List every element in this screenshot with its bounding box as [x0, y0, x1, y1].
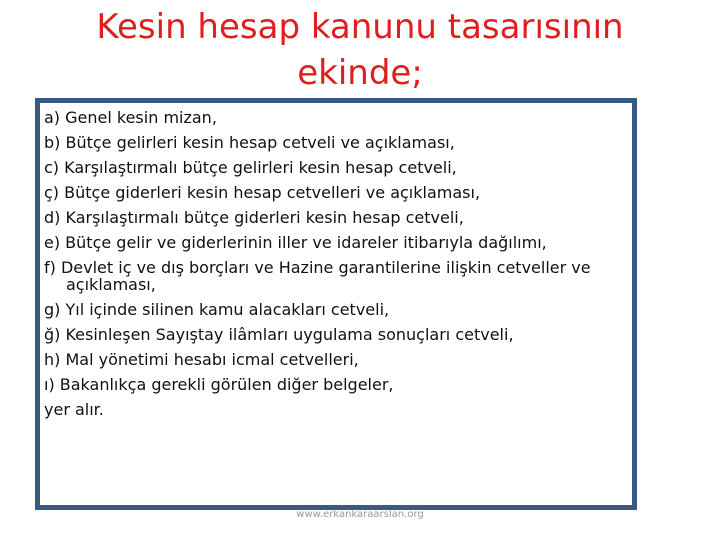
item-list — [44, 105, 634, 422]
list-item: c) Karşılaştırmalı bütçe gelirleri kesin hesap cetveli, — [44, 158, 457, 177]
footer-url: www.erkankaraarslan.org — [296, 509, 424, 520]
list-item: ğ) Kesinleşen Sayıştay ilâmları uygulama sonuçları cetveli, — [44, 325, 514, 344]
slide-title: Kesin hesap kanunu tasarısının ekinde; — [96, 7, 624, 93]
list-item: b) Bütçe gelirleri kesin hesap cetveli ve açıklaması, — [44, 133, 455, 152]
content-box — [35, 98, 637, 510]
list-item: ç) Bütçe giderleri kesin hesap cetvelleri ve açıklaması, — [44, 183, 481, 202]
list-item: e) Bütçe gelir ve giderlerinin iller ve idareler itibarıyla dağılımı, — [44, 233, 547, 252]
list-item: h) Mal yönetimi hesabı icmal cetvelleri, — [44, 350, 359, 369]
list-item: d) Karşılaştırmalı bütçe giderleri kesin hesap cetveli, — [44, 208, 464, 227]
list-item: a) Genel kesin mizan, — [44, 108, 217, 127]
list-item: yer alır. — [44, 400, 104, 419]
list-item: ı) Bakanlıkça gerekli görülen diğer belgeler, — [44, 375, 394, 394]
list-item: g) Yıl içinde silinen kamu alacakları cetveli, — [44, 300, 390, 319]
list-item: f) Devlet iç ve dış borçları ve Hazine garantilerine ilişkin cetveller ve açıklaması, — [44, 258, 591, 294]
